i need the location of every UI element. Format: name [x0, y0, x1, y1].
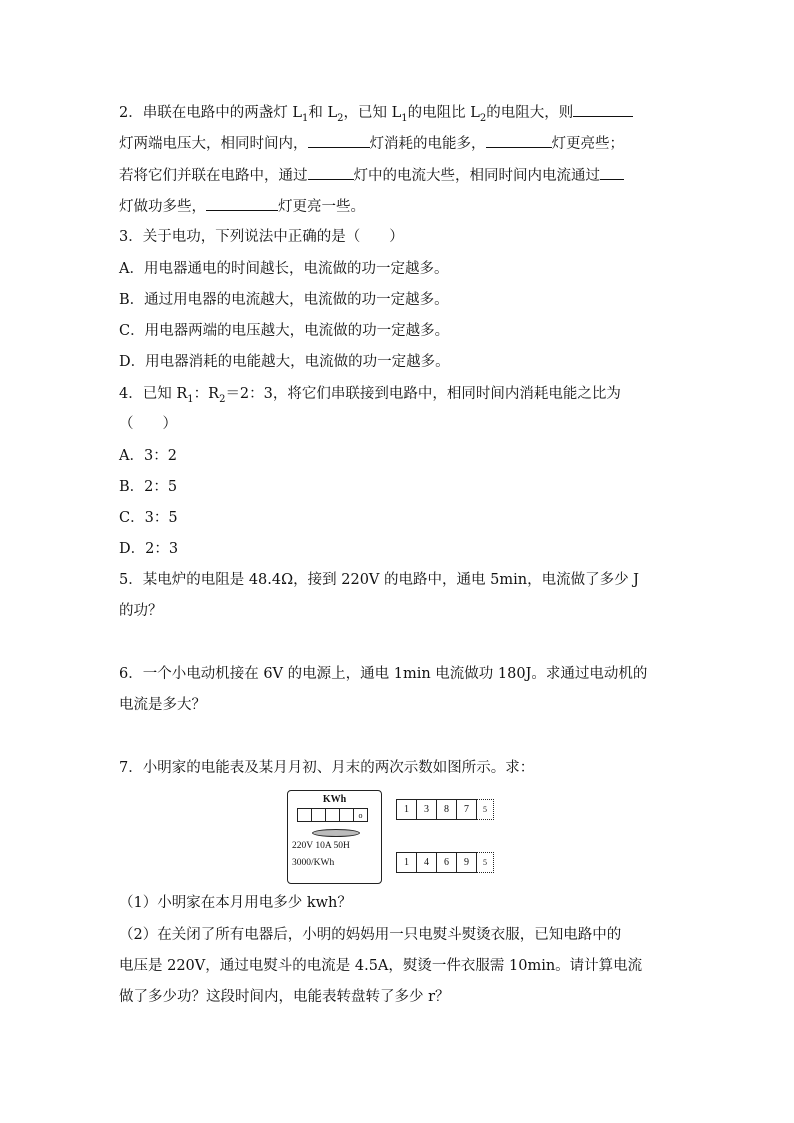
q2-line-1 — [119, 102, 633, 123]
q2-text: 和 L — [308, 105, 338, 121]
meter-reading-start — [396, 799, 493, 820]
meter-rotating-disc — [312, 829, 360, 837]
meter-spec-rating: 220V 10A 50H — [292, 841, 350, 851]
q2-text: 的电阻比 L — [407, 105, 480, 121]
q2-line-3 — [119, 165, 624, 186]
q2-line-4 — [119, 196, 365, 217]
electric-meter-figure — [287, 790, 382, 884]
q7-sub-question-1: （1）小明家在本月用电多少 kwh？ — [119, 895, 352, 911]
answer-blank[interactable] — [308, 165, 354, 180]
answer-blank[interactable] — [573, 102, 633, 117]
subscript: 1 — [401, 112, 408, 124]
subscript: 2 — [219, 393, 226, 405]
meter-digit — [311, 808, 326, 822]
reading-decimal-digit: 5 — [476, 852, 494, 873]
meter-unit-label: KWh — [322, 794, 347, 805]
q4-option-b[interactable]: B．2：5 — [119, 479, 178, 495]
q4-text: ：R — [193, 386, 220, 402]
answer-blank[interactable] — [600, 165, 624, 180]
q7-sub-question-2-line-1: （2）在关闭了所有电器后，小明的妈妈用一只电熨斗熨烫衣服，已知电路中的 — [119, 927, 622, 943]
subscript: 1 — [187, 393, 194, 405]
q2-line-2 — [119, 133, 624, 154]
meter-digit — [325, 808, 340, 822]
meter-spec-constant: 3000/KWh — [292, 858, 335, 868]
reading-decimal-digit: 5 — [476, 799, 494, 820]
q2-text: 2．串联在电路中的两盏灯 L — [119, 105, 302, 121]
q2-text: 若将它们并联在电路中，通过 — [119, 168, 308, 184]
q4-text: 4．已知 R — [119, 386, 188, 402]
q3-option-a[interactable]: A．用电器通电的时间越长，电流做的功一定越多。 — [119, 261, 449, 277]
q4-answer-paren: （ ） — [119, 416, 177, 432]
q3-option-c[interactable]: C．用电器两端的电压越大，电流做的功一定越多。 — [119, 323, 450, 339]
answer-blank[interactable] — [206, 196, 278, 211]
reading-digit: 6 — [436, 852, 457, 873]
reading-digit: 1 — [396, 799, 417, 820]
reading-digit: 7 — [456, 799, 477, 820]
reading-digit: 4 — [416, 852, 437, 873]
q7-sub-question-2-line-2: 电压是 220V，通过电熨斗的电流是 4.5A，熨烫一件衣服需 10min。请计算电流 — [119, 958, 643, 974]
q4-option-d[interactable]: D．2：3 — [119, 541, 179, 557]
q2-text: 灯更亮一些。 — [278, 199, 365, 215]
q2-text: 的电阻大，则 — [486, 105, 574, 121]
q2-text: 灯更亮些； — [551, 136, 624, 152]
answer-blank[interactable] — [486, 133, 552, 148]
q2-text: 灯消耗的电能多， — [369, 136, 486, 152]
subscript: 1 — [301, 112, 309, 124]
q2-text: 灯两端电压大，相同时间内， — [119, 136, 308, 152]
q7-stem: 7．小明家的电能表及某月月初、月末的两次示数如图所示。求： — [119, 760, 535, 776]
q4-text: ＝2：3，将它们串联接到电路中，相同时间内消耗电能之比为 — [225, 386, 621, 402]
q2-text: ，已知 L — [343, 105, 402, 121]
meter-digit — [339, 808, 354, 822]
subscript: 2 — [479, 112, 487, 124]
q4-option-a[interactable]: A．3：2 — [119, 448, 177, 464]
subscript: 2 — [337, 112, 344, 124]
meter-digit — [297, 808, 312, 822]
meter-digit: o — [353, 808, 368, 822]
reading-digit: 3 — [416, 799, 437, 820]
meter-reading-end — [396, 852, 493, 873]
answer-blank[interactable] — [308, 133, 370, 148]
q6-line-1: 6．一个小电动机接在 6V 的电源上，通电 1min 电流做功 180J。求通过电动机的 — [119, 666, 648, 682]
q5-line-2: 的功？ — [119, 603, 163, 619]
reading-digit: 8 — [436, 799, 457, 820]
q6-line-2: 电流是多大？ — [119, 697, 206, 713]
q2-text: 灯中的电流大些，相同时间内电流通过 — [353, 168, 600, 184]
q2-text: 灯做功多些， — [119, 199, 206, 215]
q4-stem — [119, 384, 621, 404]
q3-option-b[interactable]: B．通过用电器的电流越大，电流做的功一定越多。 — [119, 292, 449, 308]
q7-sub-question-2-line-3: 做了多少功？这段时间内，电能表转盘转了多少 r？ — [119, 989, 450, 1005]
q5-line-1: 5．某电炉的电阻是 48.4Ω，接到 220V 的电路中，通电 5min，电流做了多少 J — [119, 572, 639, 588]
q3-stem: 3．关于电功，下列说法中正确的是（ ） — [119, 229, 404, 245]
meter-digit-window — [297, 808, 367, 822]
q3-option-d[interactable]: D．用电器消耗的电能越大，电流做的功一定越多。 — [119, 354, 450, 370]
q4-option-c[interactable]: C．3：5 — [119, 510, 178, 526]
reading-digit: 1 — [396, 852, 417, 873]
reading-digit: 9 — [456, 852, 477, 873]
